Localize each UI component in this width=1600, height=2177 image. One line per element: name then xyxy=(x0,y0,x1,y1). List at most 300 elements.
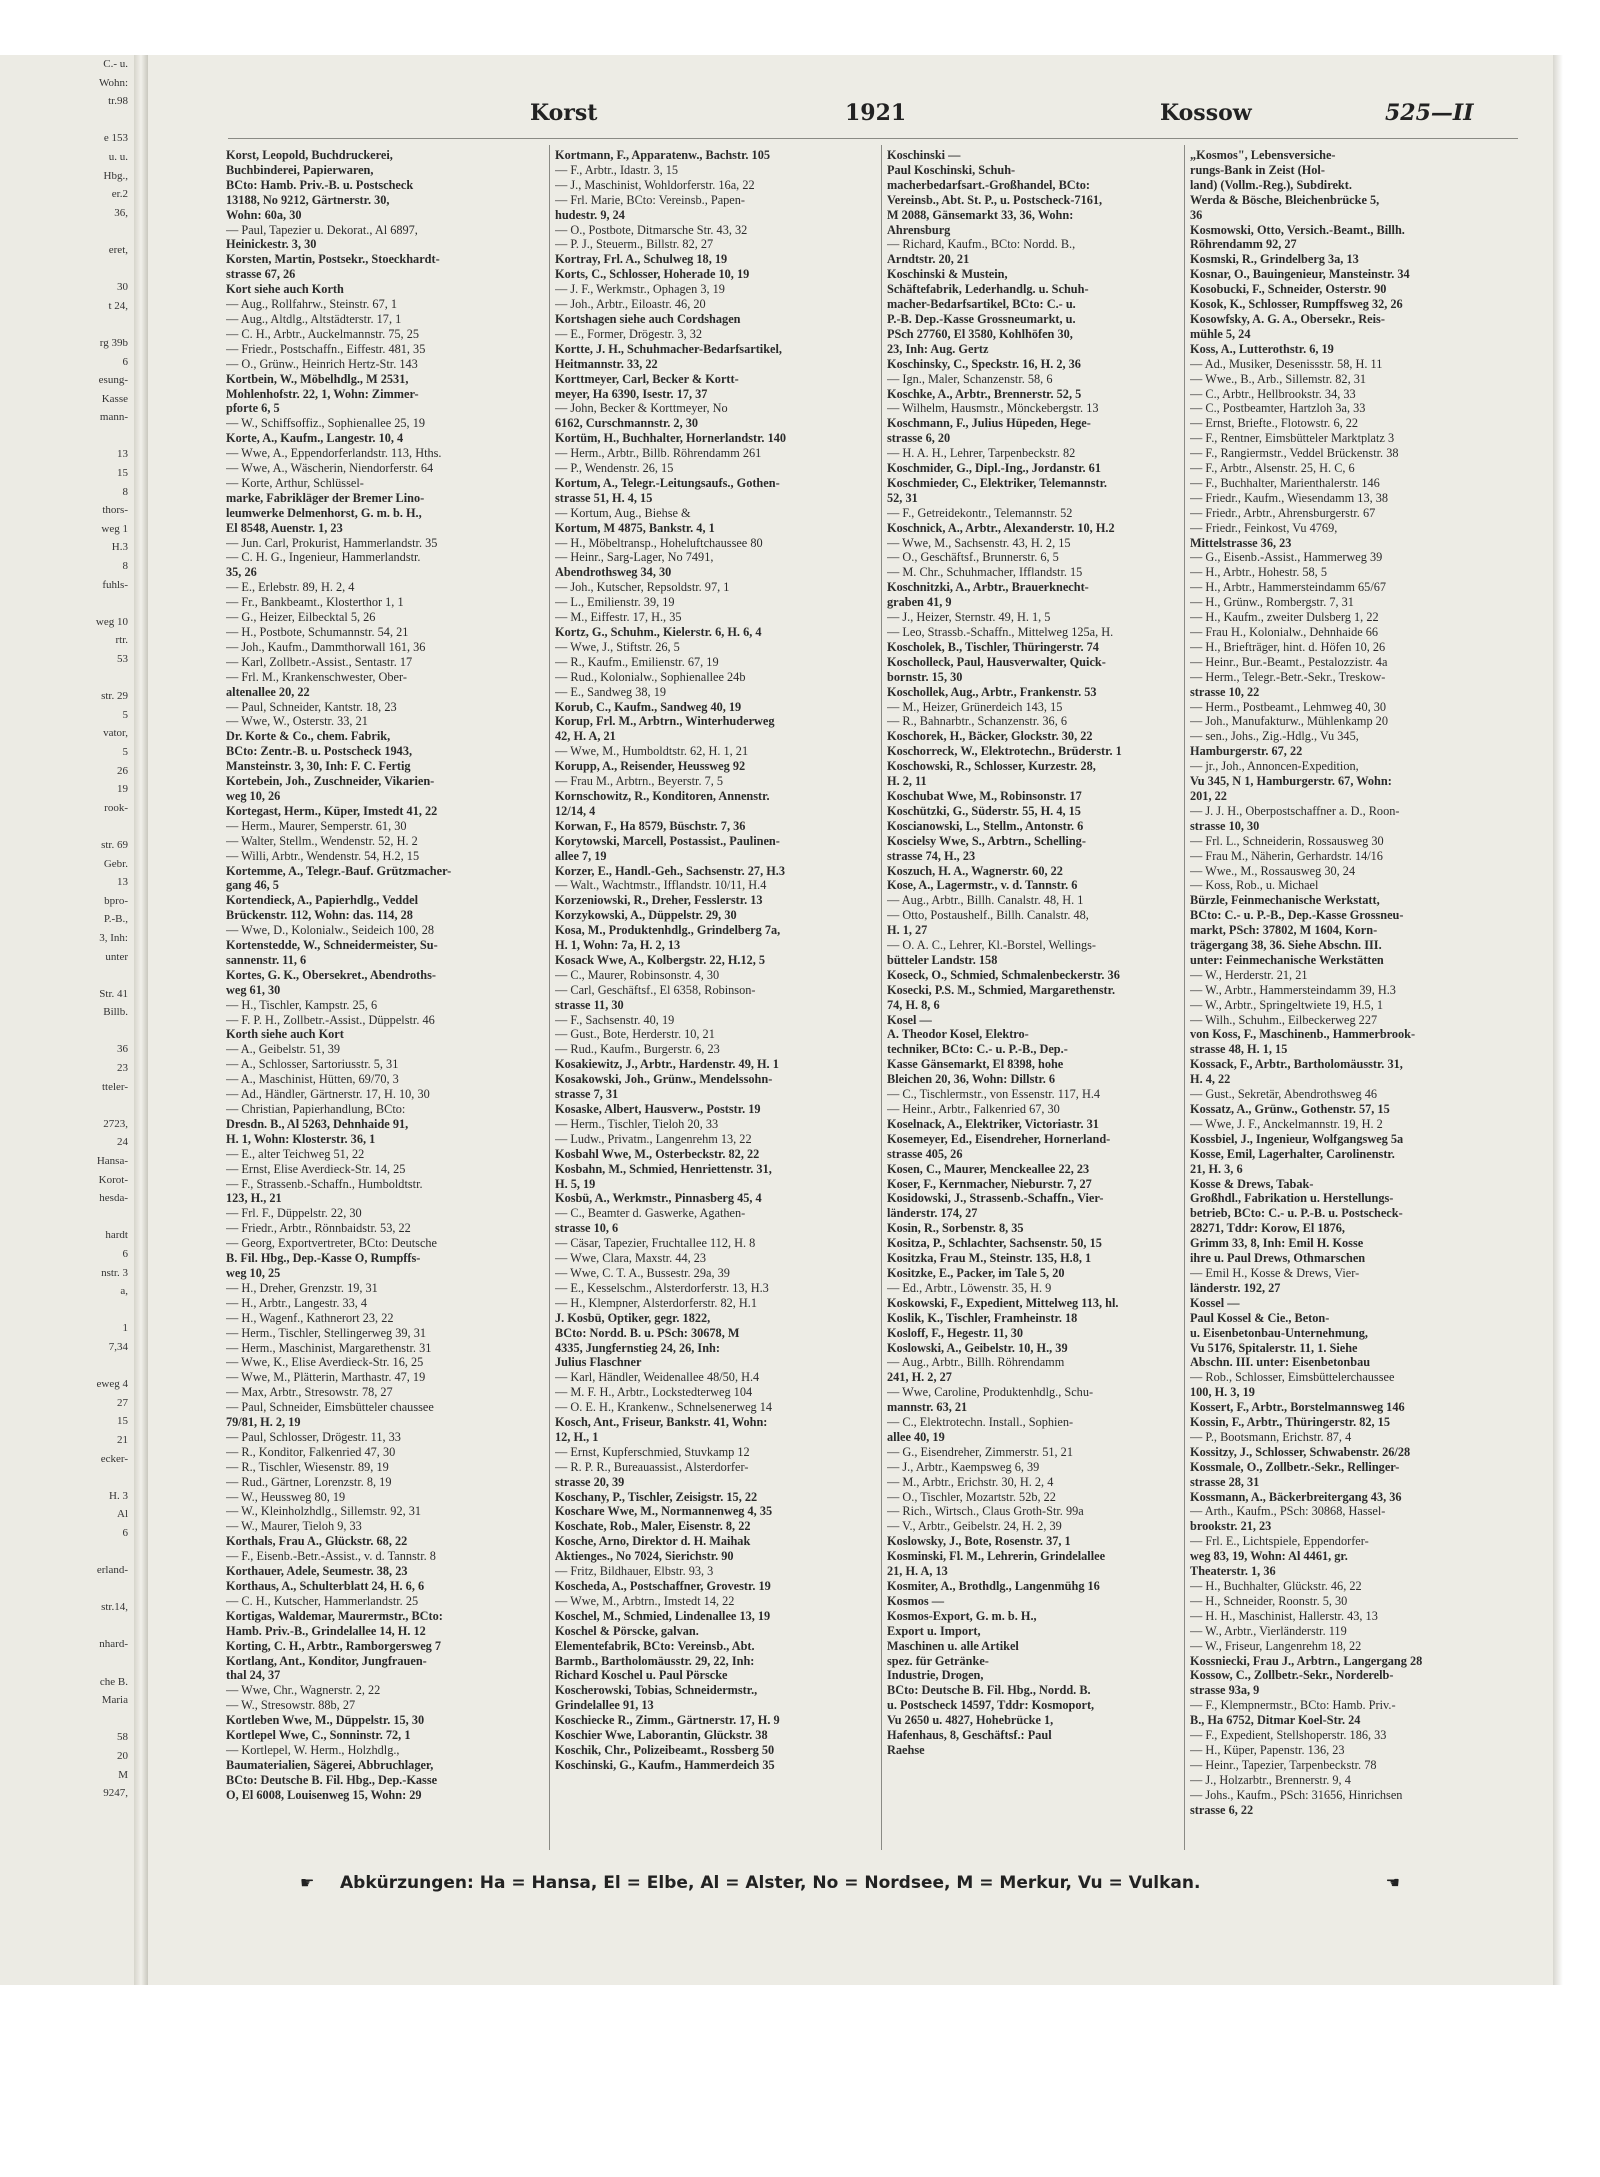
directory-entry: — Wwe., B., Arb., Sillemstr. 82, 31 xyxy=(1190,371,1367,386)
directory-entry: — Herm., Postbeamt., Lehmweg 40, 30 xyxy=(1190,699,1387,714)
directory-entry: — W., Maurer, Tieloh 9, 33 xyxy=(226,1519,362,1534)
directory-entry: — Gust., Bote, Herderstr. 10, 21 xyxy=(555,1027,715,1042)
directory-entry: — Paul, Schneider, Kantstr. 18, 23 xyxy=(226,699,397,714)
directory-entry: — Kortum, Aug., Biehse & xyxy=(555,505,691,520)
directory-entry: Arndtstr. 20, 21 xyxy=(887,252,970,267)
directory-entry: Kosch, Ant., Friseur, Bankstr. 41, Wohn: xyxy=(555,1415,768,1430)
strip-line: 7,34 xyxy=(108,1340,128,1353)
directory-entry: — W., Arbtr., Springeltwiete 19, H.5, 1 xyxy=(1190,997,1383,1012)
header-year: 1921 xyxy=(845,100,907,126)
directory-entry: — Frl. M., Krankenschwester, Ober- xyxy=(226,669,407,684)
directory-entry: Korthauer, Adele, Seumestr. 38, 23 xyxy=(226,1564,408,1579)
directory-entry: B. Fil. Hbg., Dep.-Kasse O, Rumpffs- xyxy=(226,1251,421,1266)
directory-entry: — Friedr., Feinkost, Vu 4769, xyxy=(1190,520,1338,535)
directory-entry: — Cäsar, Tapezier, Fruchtallee 112, H. 8 xyxy=(555,1236,756,1251)
directory-entry: — G., Heizer, Eilbecktal 5, 26 xyxy=(226,610,376,625)
strip-line xyxy=(0,427,134,446)
strip-line: unter xyxy=(105,950,128,963)
directory-entry: Paul Kossel & Cie., Beton- xyxy=(1190,1310,1330,1325)
directory-entry: Kortray, Frl. A., Schulweg 18, 19 xyxy=(555,252,728,267)
strip-line: vator, xyxy=(103,727,128,740)
directory-entry: Hafenhaus, 8, Geschäftsf.: Paul xyxy=(887,1728,1052,1743)
directory-entry: — Frau M., Arbtrn., Beyerstr. 7, 5 xyxy=(555,774,724,789)
strip-line: thors- xyxy=(102,504,128,517)
directory-entry: Koschorreck, W., Elektrotechn., Brüderstr. 1 xyxy=(887,744,1122,759)
directory-entry: Koschmider, G., Dipl.-Ing., Jordanstr. 61 xyxy=(887,461,1101,476)
directory-entry: — W., Friseur, Langenrehm 18, 22 xyxy=(1190,1638,1362,1653)
directory-entry: M 2088, Gänsemarkt 33, 36, Wohn: xyxy=(887,207,1074,222)
strip-line: hardt xyxy=(105,1229,128,1242)
directory-entry: Koschinski — xyxy=(887,148,961,162)
directory-entry: — Ed., Arbtr., Löwenstr. 35, H. 9 xyxy=(887,1280,1052,1295)
directory-entry: — J., Maschinist, Wohldorferstr. 16a, 22 xyxy=(555,177,755,192)
strip-line xyxy=(0,1710,134,1729)
directory-entry: land) (Vollm.-Reg.), Subdirekt. xyxy=(1190,177,1352,192)
strip-line: M xyxy=(118,1768,128,1781)
directory-entry: BCto: Hamb. Priv.-B. u. Postscheck xyxy=(226,177,414,192)
strip-line: t 24, xyxy=(108,299,128,312)
directory-entry: — L., Emilienstr. 39, 19 xyxy=(555,595,675,610)
directory-entry: Koseck, O., Schmied, Schmalenbeckerstr. 36 xyxy=(887,967,1120,982)
directory-entry: Kosmowski, Otto, Versich.-Beamt., Billh. xyxy=(1190,222,1405,237)
strip-line: 8 xyxy=(122,485,128,498)
directory-entry: — Leo, Strassb.-Schaffn., Mittelweg 125a, H. xyxy=(887,625,1114,639)
directory-entry: bornstr. 15, 30 xyxy=(887,669,963,684)
directory-entry: Korting, C. H., Arbtr., Ramborgersweg 7 xyxy=(226,1638,442,1653)
directory-entry: Vu 345, N 1, Hamburgerstr. 67, Wohn: xyxy=(1190,774,1392,789)
strip-line: H. 3 xyxy=(109,1489,128,1502)
strip-line: rtr. xyxy=(115,634,128,647)
directory-entry: — H., Arbtr., Hammersteindamm 65/67 xyxy=(1190,580,1387,595)
directory-entry: Kosin, R., Sorbenstr. 8, 35 xyxy=(887,1221,1024,1236)
directory-entry: — Fr., Bankbeamt., Klosterthor 1, 1 xyxy=(226,595,404,610)
directory-entry: — Wwe, A., Wäscherin, Niendorferstr. 64 xyxy=(226,461,434,476)
strip-line: 21 xyxy=(117,1433,128,1446)
strip-line: eweg 4 xyxy=(96,1378,128,1391)
column-1 xyxy=(226,148,531,1848)
directory-entry: — H., Tischler, Kampstr. 25, 6 xyxy=(226,997,378,1012)
directory-entry: — H., Wagenf., Kathnerort 23, 22 xyxy=(226,1310,394,1325)
strip-line xyxy=(0,315,134,334)
directory-entry: Kosnar, O., Bauingenieur, Mansteinstr. 34 xyxy=(1190,267,1410,282)
directory-entry: — Willi, Arbtr., Wendenstr. 54, H.2, 15 xyxy=(226,848,420,863)
directory-entry: Kosmski, R., Grindelberg 3a, 13 xyxy=(1190,252,1359,267)
strip-line xyxy=(0,1357,134,1376)
directory-entry: — H., Briefträger, hint. d. Höfen 10, 26 xyxy=(1190,639,1386,654)
directory-entry: Brückenstr. 112, Wohn: das. 114, 28 xyxy=(226,908,413,923)
directory-entry: Kossitzy, J., Schlosser, Schwabenstr. 26/28 xyxy=(1190,1444,1411,1459)
directory-entry: Korthaus, A., Schulterblatt 24, H. 6, 6 xyxy=(226,1579,425,1593)
directory-entry: strasse 11, 30 xyxy=(555,997,624,1012)
directory-entry: — P., Bootsmann, Erichstr. 87, 4 xyxy=(1190,1429,1352,1444)
directory-entry: — Joh., Kutscher, Repsoldstr. 97, 1 xyxy=(555,580,730,595)
directory-entry: Raehse xyxy=(887,1742,925,1757)
directory-entry: Kortendieck, A., Papierhdlg., Veddel xyxy=(226,893,418,908)
directory-entry: — Walter, Stellm., Wendenstr. 52, H. 2 xyxy=(226,833,418,848)
directory-entry: Koschiecke R., Zimm., Gärtnerstr. 17, H. 9 xyxy=(555,1713,780,1728)
directory-entry: Korwan, F., Ha 8579, Büschstr. 7, 36 xyxy=(555,818,746,833)
strip-line xyxy=(0,966,134,985)
directory-entry: macher-Bedarfsartikel, BCto: C.- u. xyxy=(887,297,1076,312)
directory-entry: hudestr. 9, 24 xyxy=(555,207,625,222)
directory-entry: — O. A. C., Lehrer, Kl.-Borstel, Wellings- xyxy=(887,938,1097,953)
running-header xyxy=(200,100,1500,134)
directory-entry: Koscholleck, Paul, Hausverwalter, Quick- xyxy=(887,654,1106,669)
directory-entry: allee 7, 19 xyxy=(555,848,607,863)
directory-entry: — W., Kleinholzhdlg., Sillemstr. 92, 31 xyxy=(226,1504,422,1519)
directory-entry: Koszuch, H. A., Wagnerstr. 60, 22 xyxy=(887,863,1063,878)
directory-entry: Kortshagen siehe auch Cordshagen xyxy=(555,311,741,326)
directory-entry: strasse 10, 6 xyxy=(555,1221,619,1236)
directory-entry: — F., Expedient, Stellshoperstr. 186, 33 xyxy=(1190,1728,1387,1743)
directory-entry: Theaterstr. 1, 36 xyxy=(1190,1564,1276,1579)
strip-line: 27 xyxy=(117,1396,128,1409)
directory-entry: — W., Arbtr., Vierländerstr. 119 xyxy=(1190,1623,1347,1638)
directory-entry: macherbedarfsart.-Großhandel, BCto: xyxy=(887,177,1090,192)
strip-line xyxy=(0,1301,134,1320)
strip-line: Str. 41 xyxy=(99,987,128,1000)
directory-entry: — P. J., Steuerm., Billstr. 82, 27 xyxy=(555,237,714,252)
directory-entry: — Herm., Tischler, Stellingerweg 39, 31 xyxy=(226,1325,426,1340)
directory-entry: weg 10, 25 xyxy=(226,1265,281,1280)
strip-line: che B. xyxy=(99,1675,128,1688)
directory-entry: Korupp, A., Reisender, Heussweg 92 xyxy=(555,759,746,774)
directory-entry: — Joh., Arbtr., Eiloastr. 46, 20 xyxy=(555,297,706,312)
strip-line: str. 29 xyxy=(101,690,128,703)
strip-line: 19 xyxy=(117,783,128,796)
directory-entry: 23, Inh: Aug. Gertz xyxy=(887,341,989,356)
directory-entry: Kositzka, Frau M., Steinstr. 135, H.8, 1 xyxy=(887,1251,1092,1266)
directory-entry: — Fritz, Bildhauer, Elbstr. 93, 3 xyxy=(555,1564,714,1579)
strip-line: Gebr. xyxy=(103,857,128,870)
strip-line: 15 xyxy=(117,467,128,480)
directory-entry: Koschel, M., Schmied, Lindenallee 13, 19 xyxy=(555,1608,771,1623)
directory-entry: — John, Becker & Korttmeyer, No xyxy=(555,401,728,416)
directory-entry: Kosack Wwe, A., Kolbergstr. 22, H.12, 5 xyxy=(555,952,766,967)
directory-entry: Vu 2650 u. 4827, Hohebrücke 1, xyxy=(887,1713,1054,1728)
directory-entry: Kositzke, E., Packer, im Tale 5, 20 xyxy=(887,1265,1065,1280)
directory-entry: — Wwe, Caroline, Produktenhdlg., Schu- xyxy=(887,1385,1094,1400)
directory-entry: El 8548, Auenstr. 1, 23 xyxy=(226,520,343,535)
directory-entry: Koschinsky, C., Speckstr. 16, H. 2, 36 xyxy=(887,356,1081,371)
directory-entry: Abschn. III. unter: Eisenbetonbau xyxy=(1190,1355,1371,1370)
strip-line: 5 xyxy=(122,745,128,758)
directory-entry: — E., Kesselschm., Alsterdorferstr. 13, H.3 xyxy=(555,1280,769,1295)
directory-entry: — Walt., Wachtmstr., Ifflandstr. 10/11, H.4 xyxy=(555,878,767,893)
page-number: 525—II xyxy=(1385,100,1474,126)
directory-entry: — Heinr., Tapezier, Tarpenbeckstr. 78 xyxy=(1190,1757,1377,1772)
strip-line: bpro- xyxy=(104,894,128,907)
strip-line: H.3 xyxy=(111,541,128,554)
directory-entry: — Joh., Manufakturw., Mühlenkamp 20 xyxy=(1190,714,1388,729)
directory-entry: — F., Arbtr., Idastr. 3, 15 xyxy=(555,162,679,177)
directory-entry: Koschollek, Aug., Arbtr., Frankenstr. 53 xyxy=(887,684,1097,699)
directory-entry: — J., Heizer, Sternstr. 49, H. 1, 5 xyxy=(887,610,1051,625)
strip-line: 13 xyxy=(117,876,128,889)
directory-entry: — F. P. H., Zollbetr.-Assist., Düppelstr. 46 xyxy=(226,1012,435,1027)
directory-entry: — J. J. H., Oberpostschaffner a. D., Roon- xyxy=(1190,803,1400,818)
strip-line: Maria xyxy=(101,1694,128,1707)
strip-line: 6 xyxy=(122,1248,128,1260)
directory-entry: Kosmos-Export, G. m. b. H., xyxy=(887,1608,1037,1623)
directory-entry: — Ign., Maler, Schanzenstr. 58, 6 xyxy=(887,371,1053,386)
directory-entry: — E., Former, Drögestr. 3, 32 xyxy=(555,326,703,341)
strip-line: er.2 xyxy=(111,188,128,201)
directory-entry: — Rud., Kolonialw., Sophienallee 24b xyxy=(555,669,746,684)
directory-entry: thal 24, 37 xyxy=(226,1668,281,1683)
directory-entry: Kossack, F., Arbtr., Bartholomäusstr. 31, xyxy=(1190,1057,1403,1072)
directory-entry: Koslowsky, J., Bote, Rosenstr. 37, 1 xyxy=(887,1534,1071,1549)
directory-entry: Korte, A., Kaufm., Langestr. 10, 4 xyxy=(226,431,404,446)
directory-entry: — H., Buchhalter, Glückstr. 46, 22 xyxy=(1190,1579,1362,1593)
directory-entry: 241, H. 2, 27 xyxy=(887,1370,952,1385)
directory-entry: Kose, A., Lagermstr., v. d. Tannstr. 6 xyxy=(887,878,1078,893)
directory-entry: — G., Eisendreher, Zimmerstr. 51, 21 xyxy=(887,1444,1073,1459)
strip-line: u. u. xyxy=(108,150,128,163)
strip-line xyxy=(0,1208,134,1227)
strip-line: Hbg., xyxy=(103,169,128,182)
directory-entry: BCto: Deutsche B. Fil. Hbg., Nordd. B. xyxy=(887,1683,1091,1698)
directory-entry: Kortegast, Herm., Küper, Imstedt 41, 22 xyxy=(226,803,438,818)
directory-entry: — Wwe, M., Arbtrn., Imstedt 14, 22 xyxy=(555,1593,735,1608)
directory-entry: Koschorek, H., Bäcker, Glockstr. 30, 22 xyxy=(887,729,1093,744)
directory-entry: — A., Maschinist, Hütten, 69/70, 3 xyxy=(226,1072,399,1087)
directory-entry: — Wwe, A., Eppendorferlandstr. 113, Hths. xyxy=(226,446,442,461)
directory-entry: — Paul, Schneider, Eimsbütteler chaussee xyxy=(226,1400,434,1415)
strip-line xyxy=(0,669,134,688)
directory-entry: Kortemme, A., Telegr.-Bauf. Grützmacher- xyxy=(226,863,452,878)
directory-entry: — M. F. H., Arbtr., Lockstedterweg 104 xyxy=(555,1385,753,1400)
strip-line: mann- xyxy=(99,411,128,424)
strip-line: weg 1 xyxy=(101,522,128,535)
directory-entry: — Johs., Kaufm., PSch: 31656, Hinrichsen xyxy=(1190,1787,1403,1802)
directory-entry: Heinickestr. 3, 30 xyxy=(226,237,317,252)
directory-entry: — Wwe, M., Sachsenstr. 43, H. 2, 15 xyxy=(887,535,1071,550)
directory-entry: Kosse, Emil, Lagerhalter, Carolinenstr. xyxy=(1190,1146,1395,1161)
directory-entry: Kosa, M., Produktenhdlg., Grindelberg 7a, xyxy=(555,923,781,938)
directory-entry: 74, H. 8, 6 xyxy=(887,997,940,1012)
strip-line: weg 10 xyxy=(95,615,128,628)
directory-entry: Elementefabrik, BCto: Vereinsb., Abt. xyxy=(555,1638,755,1653)
directory-entry: strasse 93a, 9 xyxy=(1190,1683,1260,1698)
strip-line: 15 xyxy=(117,1415,128,1428)
abbreviations-text: Abkürzungen: Ha = Hansa, El = Elbe, Al = Alster, No = Nordsee, M = Merkur, Vu = Vulkan. xyxy=(340,1873,1201,1893)
strip-line: 20 xyxy=(117,1750,128,1763)
strip-line: 6 xyxy=(122,355,128,368)
directory-entry: — Herm., Maschinist, Margarethenstr. 31 xyxy=(226,1340,432,1355)
directory-entry: — O., Grünw., Heinrich Hertz-Str. 143 xyxy=(226,356,418,371)
directory-entry: — F., Arbtr., Alsenstr. 25, H. C, 6 xyxy=(1190,461,1355,476)
directory-entry: Koschare Wwe, M., Normannenweg 4, 35 xyxy=(555,1504,773,1519)
header-rule xyxy=(228,138,1518,139)
directory-entry: weg 10, 26 xyxy=(226,788,281,803)
directory-entry: unter: Feinmechanische Werkstätten xyxy=(1190,952,1384,967)
directory-entry: pforte 6, 5 xyxy=(226,401,280,416)
directory-entry: — A., Schlosser, Sartoriusstr. 5, 31 xyxy=(226,1057,399,1072)
directory-entry: — Friedr., Arbtr., Rönnbaidstr. 53, 22 xyxy=(226,1221,411,1236)
directory-entry: — Karl, Händler, Weidenallee 48/50, H.4 xyxy=(555,1370,760,1385)
directory-entry: — Rich., Wirtsch., Claus Groth-Str. 99a xyxy=(887,1504,1084,1519)
directory-entry: Kosemeyer, Ed., Eisendreher, Hornerland- xyxy=(887,1131,1111,1146)
directory-entry: Korttmeyer, Carl, Becker & Kortt- xyxy=(555,371,739,386)
directory-entry: Kortüm, H., Buchhalter, Hornerlandstr. 140 xyxy=(555,431,787,446)
directory-entry: Kossel — xyxy=(1190,1295,1240,1310)
directory-entry: Koschmann, F., Julius Hüpeden, Hege- xyxy=(887,416,1091,431)
header-first-entry: Korst xyxy=(530,100,598,126)
directory-entry: strasse 28, 31 xyxy=(1190,1474,1260,1489)
directory-entry: — R., Bahnarbtr., Schanzenstr. 36, 6 xyxy=(887,714,1067,729)
directory-entry: — F., Sachsenstr. 40, 19 xyxy=(555,1012,675,1027)
directory-entry: Korsten, Martin, Postsekr., Stoeckhardt- xyxy=(226,252,440,267)
directory-entry: mühle 5, 24 xyxy=(1190,326,1251,341)
directory-entry: 13188, No 9212, Gärtnerstr. 30, xyxy=(226,192,390,207)
directory-entry: Koschany, P., Tischler, Zeisigstr. 15, 22 xyxy=(555,1489,758,1504)
strip-line: 58 xyxy=(117,1731,128,1744)
directory-entry: — Wwe, D., Kolonialw., Seideich 100, 28 xyxy=(226,923,434,938)
directory-entry: 42, H. A, 21 xyxy=(555,729,616,744)
directory-entry: Kortlepel Wwe, C., Sonninstr. 72, 1 xyxy=(226,1728,411,1743)
directory-entry: Kosche, Arno, Direktor d. H. Maihak xyxy=(555,1534,751,1549)
strip-line: nstr. 3 xyxy=(101,1266,128,1279)
directory-entry: Kosminski, Fl. M., Lehrerin, Grindelallee xyxy=(887,1549,1106,1564)
directory-entry: — Koss, Rob., u. Michael xyxy=(1190,878,1319,893)
directory-entry: altenallee 20, 22 xyxy=(226,684,310,699)
directory-entry: Koser, F., Kernmacher, Nieburstr. 7, 27 xyxy=(887,1176,1092,1191)
strip-line: 26 xyxy=(117,764,128,777)
strip-line: Hansa- xyxy=(96,1155,128,1168)
directory-entry: — Jun. Carl, Prokurist, Hammerlandstr. 35 xyxy=(226,535,438,550)
directory-entry: Dr. Korte & Co., chem. Fabrik, xyxy=(226,729,391,744)
strip-line: e 153 xyxy=(103,132,128,145)
directory-entry: strasse 10, 30 xyxy=(1190,818,1260,833)
directory-entry: — J., Arbtr., Kaempsweg 6, 39 xyxy=(887,1459,1040,1474)
directory-entry: — Herm., Maurer, Semperstr. 61, 30 xyxy=(226,818,407,833)
directory-entry: Richard Koschel u. Paul Pörscke xyxy=(555,1668,728,1683)
strip-line: C.- u. xyxy=(103,58,128,70)
directory-entry: — Wwe, M., Humboldtstr. 62, H. 1, 21 xyxy=(555,744,749,759)
directory-entry: — Wwe, J., Stiftstr. 26, 5 xyxy=(555,639,680,654)
directory-entry: Abendrothsweg 34, 30 xyxy=(555,565,672,580)
directory-entry: — C., Postbeamter, Hartzloh 3a, 33 xyxy=(1190,401,1366,416)
directory-entry: — Emil H., Kosse & Drews, Vier- xyxy=(1190,1265,1360,1280)
page-edge xyxy=(1553,55,1563,1985)
strip-line xyxy=(0,111,134,130)
strip-line: Kasse xyxy=(101,392,128,405)
directory-entry: strasse 20, 39 xyxy=(555,1474,625,1489)
directory-entry: Kortte, J. H., Schuhmacher-Bedarfsartikel, xyxy=(555,341,782,356)
directory-entry: H. 1, 27 xyxy=(887,923,928,938)
directory-entry: u. Eisenbetonbau-Unternehmung, xyxy=(1190,1325,1368,1340)
directory-entry: — F., Buchhalter, Marienthalerstr. 146 xyxy=(1190,475,1380,490)
directory-entry: spez. für Getränke- xyxy=(887,1653,989,1668)
directory-entry: — Herm., Tischler, Tieloh 20, 33 xyxy=(555,1116,719,1131)
directory-entry: Kortum, M 4875, Bankstr. 4, 1 xyxy=(555,520,715,535)
directory-entry: strasse 74, H., 23 xyxy=(887,848,976,863)
directory-entry: Koschinski & Mustein, xyxy=(887,267,1008,282)
directory-entry: länderstr. 192, 27 xyxy=(1190,1280,1281,1295)
directory-entry: BCto: Zentr.-B. u. Postscheck 1943, xyxy=(226,744,413,759)
directory-entry: — Ernst, Briefte., Flotowstr. 6, 22 xyxy=(1190,416,1359,431)
directory-entry: Mittelstrasse 36, 23 xyxy=(1190,535,1292,550)
strip-line: 13 xyxy=(117,448,128,461)
directory-entry: Ahrensburg xyxy=(887,222,951,237)
strip-line: erland- xyxy=(96,1564,128,1577)
strip-line: Al xyxy=(117,1508,128,1521)
directory-entry: Kosbü, A., Werkmstr., Pinnasberg 45, 4 xyxy=(555,1191,762,1206)
directory-entry: — Joh., Kaufm., Dammthorwall 161, 36 xyxy=(226,639,426,654)
directory-entry: 12/14, 4 xyxy=(555,803,596,818)
directory-entry: Kosmiter, A., Brothdlg., Langenmühg 16 xyxy=(887,1579,1100,1593)
strip-line: 30 xyxy=(117,281,128,294)
directory-entry: Mansteinstr. 3, 30, Inh: F. C. Fertig xyxy=(226,759,411,774)
directory-entry: Koschützki, G., Süderstr. 55, H. 4, 15 xyxy=(887,803,1081,818)
directory-entry: — H., Arbtr., Langestr. 33, 4 xyxy=(226,1295,368,1310)
directory-entry: Kosmos — xyxy=(887,1593,945,1608)
directory-entry: Kosen, C., Maurer, Menckeallee 22, 23 xyxy=(887,1161,1090,1176)
directory-entry: Kosidowski, J., Strassenb.-Schaffn., Vier- xyxy=(887,1191,1104,1206)
directory-entry: Kortigas, Waldemar, Maurermstr., BCto: xyxy=(226,1608,443,1623)
directory-entry: — M., Heizer, Grünerdeich 143, 15 xyxy=(887,699,1063,714)
directory-entry: — Gust., Sekretär, Abendrothsweg 46 xyxy=(1190,1087,1378,1102)
directory-entry: 52, 31 xyxy=(887,490,918,505)
directory-entry: Julius Flaschner xyxy=(555,1355,642,1370)
strip-line xyxy=(0,1654,134,1673)
strip-line xyxy=(0,1543,134,1562)
directory-entry: „Kosmos", Lebensversiche- xyxy=(1190,148,1336,162)
directory-entry: Koskowski, F., Expedient, Mittelweg 113, hl. xyxy=(887,1295,1119,1310)
strip-line: tr.98 xyxy=(108,95,128,108)
directory-entry: Kossniecki, Frau J., Arbtrn., Langergang 28 xyxy=(1190,1653,1423,1668)
directory-entry: 100, H. 3, 19 xyxy=(1190,1385,1255,1400)
directory-entry: — Rob., Schlosser, Eimsbüttelerchaussee xyxy=(1190,1370,1395,1385)
directory-entry: — O., Geschäftsf., Brunnerstr. 6, 5 xyxy=(887,550,1059,565)
directory-entry: — E., Sandweg 38, 19 xyxy=(555,684,667,699)
directory-entry: graben 41, 9 xyxy=(887,595,952,610)
strip-line: 2723, xyxy=(103,1117,128,1130)
directory-entry: Kosakiewitz, J., Arbtr., Hardenstr. 49, H. 1 xyxy=(555,1057,779,1072)
strip-line: ecker- xyxy=(100,1452,128,1465)
directory-entry: — R., Kaufm., Emilienstr. 67, 19 xyxy=(555,654,719,669)
directory-entry: — Ad., Händler, Gärtnerstr. 17, H. 10, 30 xyxy=(226,1087,430,1102)
strip-line xyxy=(0,1096,134,1115)
directory-entry: — R. P. R., Bureauassist., Alsterdorfer- xyxy=(555,1459,749,1474)
directory-entry: — C., Tischlermstr., von Essenstr. 117, H.4 xyxy=(887,1087,1101,1102)
directory-entry: ihre u. Paul Drews, Othmarschen xyxy=(1190,1251,1366,1266)
directory-entry: Korub, C., Kaufm., Sandweg 40, 19 xyxy=(555,699,742,714)
directory-entry: H. 1, Wohn: Klosterstr. 36, 1 xyxy=(226,1131,376,1146)
directory-entry: Kortum, A., Telegr.-Leitungsaufs., Gothen- xyxy=(555,475,780,490)
directory-entry: Korup, Frl. M., Arbtrn., Winterhuderweg xyxy=(555,714,775,729)
directory-entry: Koschnick, A., Arbtr., Alexanderstr. 10, H.2 xyxy=(887,520,1115,535)
directory-entry: — Paul, Tapezier u. Dekorat., Al 6897, xyxy=(226,222,418,237)
directory-entry: — Frau H., Kolonialw., Dehnhaide 66 xyxy=(1190,625,1379,639)
directory-entry: — C., Elektrotechn. Install., Sophien- xyxy=(887,1415,1074,1430)
directory-entry: brookstr. 21, 23 xyxy=(1190,1519,1272,1534)
directory-entry: allee 40, 19 xyxy=(887,1429,945,1444)
directory-entry: — Friedr., Kaufm., Wiesendamm 13, 38 xyxy=(1190,490,1389,505)
directory-entry: — Otto, Postaushelf., Billh. Canalstr. 48, xyxy=(887,908,1089,923)
directory-entry: Kortmann, F., Apparatenw., Bachstr. 105 xyxy=(555,148,770,162)
column-divider xyxy=(549,145,550,1850)
directory-entry: 4335, Jungfernstieg 24, 26, Inh: xyxy=(555,1340,720,1355)
directory-entry: — M., Arbtr., Erichstr. 30, H. 2, 4 xyxy=(887,1474,1054,1489)
directory-entry: Korts, C., Schlosser, Hoherade 10, 19 xyxy=(555,267,750,282)
directory-entry: — Max, Arbtr., Stresowstr. 78, 27 xyxy=(226,1385,393,1400)
directory-entry: BCto: Nordd. B. u. PSch: 30678, M xyxy=(555,1325,740,1340)
directory-entry: — F., Strassenb.-Schaffn., Humboldtstr. xyxy=(226,1176,423,1191)
directory-entry: Koselnack, A., Elektriker, Victoriastr. 31 xyxy=(887,1116,1099,1131)
directory-entry: strasse 6, 20 xyxy=(887,431,951,446)
